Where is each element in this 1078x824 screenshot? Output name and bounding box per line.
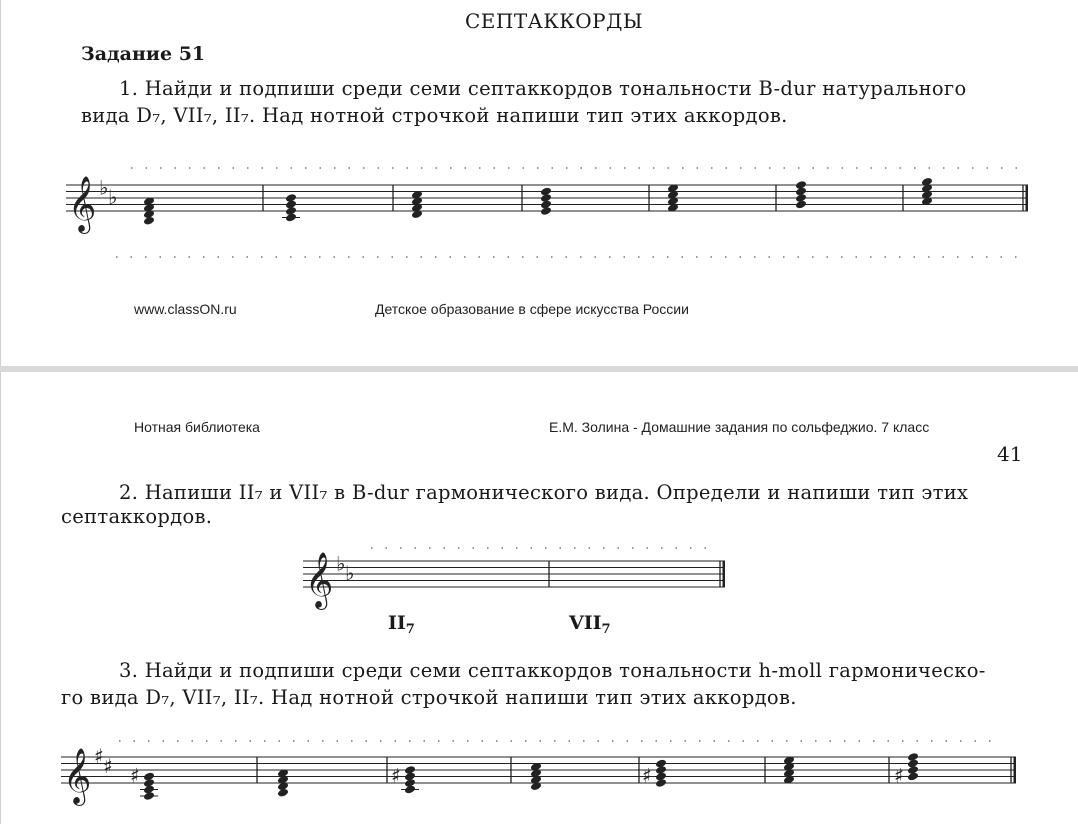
page-bottom (0, 372, 1078, 824)
treble-clef-icon: 𝄞 (305, 552, 334, 608)
page-number: 41 (997, 442, 1023, 466)
chord-notehead (143, 772, 155, 782)
chord-notehead (795, 180, 807, 190)
header-library: Нотная библиотека (134, 419, 260, 435)
task2-text-line2: септаккордов. (61, 505, 213, 528)
treble-clef-icon: 𝄞 (63, 748, 92, 804)
sharp-icon: ♯ (130, 763, 140, 788)
chord-notehead (404, 765, 416, 775)
exercise-heading: Задание 51 (81, 43, 206, 65)
page-top (0, 0, 1078, 366)
sharp-icon: ♯ (94, 744, 104, 768)
task2-text-line1: 2. Напиши II₇ и VII₇ в B-dur гармонического вида. Определи и напиши тип этих (119, 481, 969, 504)
sharp-icon: ♯ (103, 753, 113, 778)
sharp-icon: ♯ (391, 763, 401, 788)
flat-icon: ♭ (336, 551, 346, 576)
chord-notehead (540, 187, 552, 197)
task1-text-line2: вида D₇, VII₇, II₇. Над нотной строчкой напиши тип этих аккордов. (81, 104, 788, 127)
section-title: СЕПТАККОРДЫ (465, 9, 644, 33)
final-barline-thick (1014, 757, 1017, 783)
footer-website: www.classON.ru (134, 301, 237, 317)
task3-text-line1: 3. Найди и подпиши среди семи септаккордов тональности h-moll гармоническо- (119, 659, 986, 682)
flat-icon: ♭ (108, 185, 118, 209)
footer-tagline: Детское образование в сфере искусства России (375, 301, 689, 317)
flat-icon: ♭ (99, 175, 109, 200)
chord-notehead (285, 193, 297, 203)
sharp-icon: ♯ (894, 763, 904, 788)
chord-label-ii7: $II_7$ (388, 612, 415, 637)
chord-label-vii7: $VII_7$ (569, 612, 611, 637)
sharp-icon: ♯ (642, 763, 652, 788)
final-barline-thick (1026, 185, 1029, 211)
treble-clef-icon: 𝄞 (68, 176, 97, 232)
flat-icon: ♭ (345, 561, 355, 585)
task1-text-line1: 1. Найди и подпиши среди семи септаккордов тональности B-dur натурального (119, 77, 967, 100)
staff-task3 (1, 372, 1078, 824)
chord-notehead (907, 752, 919, 762)
chord-notehead (655, 759, 667, 769)
header-book-title: Е.М. Золина - Домашние задания по сольфеджио. 7 класс (549, 419, 930, 435)
task3-text-line2: го вида D₇, VII₇, II₇. Над нотной строчкой напиши тип этих аккордов. (61, 686, 797, 709)
